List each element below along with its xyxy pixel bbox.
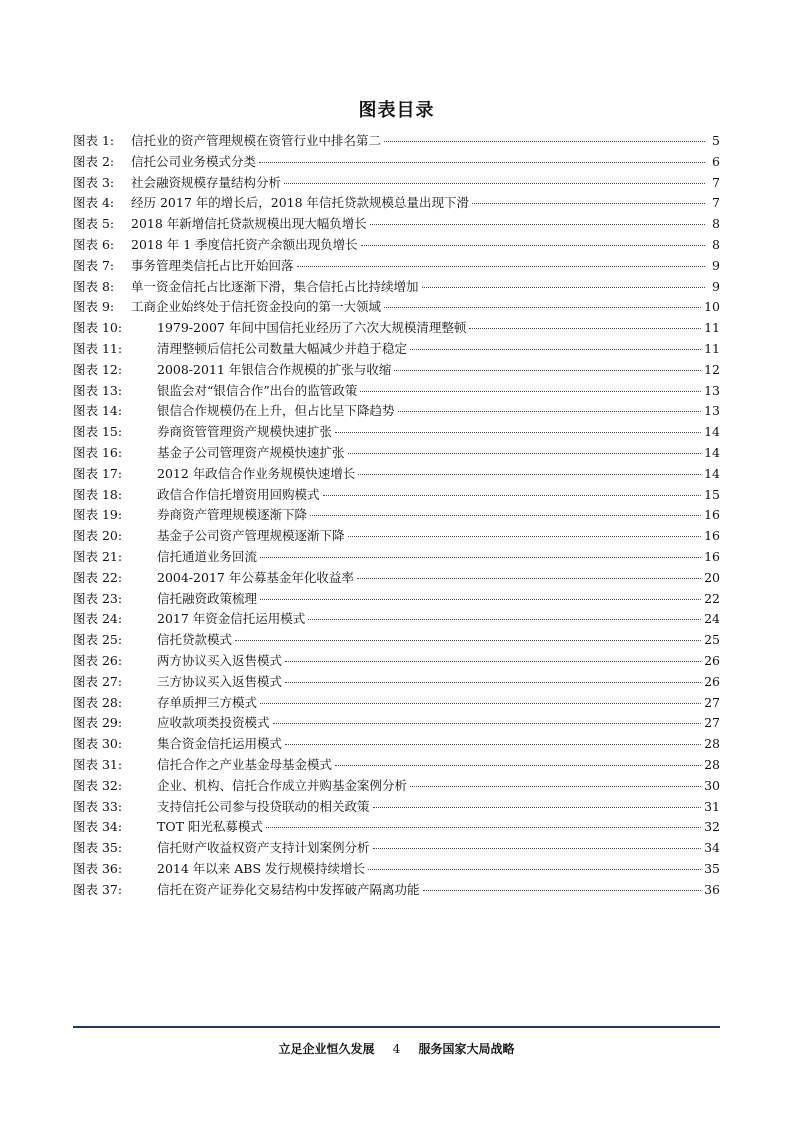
toc-entry-title: 信托在资产证券化交易结构中发挥破产隔离功能 <box>157 881 420 897</box>
toc-leader-dots <box>373 807 702 808</box>
toc-entry-label: 图表 36: <box>73 860 123 876</box>
toc-entry[interactable] <box>73 360 720 381</box>
toc-entry[interactable] <box>73 755 720 776</box>
toc-entry-label: 图表 2: <box>73 153 115 169</box>
toc-entry-page: 9 <box>712 257 720 273</box>
toc-entry-title: 信托融资政策梳理 <box>157 590 258 606</box>
toc-entry[interactable] <box>73 193 720 214</box>
toc-entry-page: 27 <box>704 694 720 710</box>
toc-entry-label: 图表 23: <box>73 590 123 606</box>
toc-entry-page: 24 <box>704 611 720 627</box>
toc-leader-dots <box>348 453 702 454</box>
toc-entry-page: 35 <box>704 860 720 876</box>
toc-leader-dots <box>370 224 705 225</box>
table-of-figures <box>73 131 720 900</box>
toc-entry-label: 图表 18: <box>73 486 123 502</box>
toc-entry-title: 应收款项类投资模式 <box>157 715 270 731</box>
toc-entry-label: 图表 1: <box>73 133 115 148</box>
toc-leader-dots <box>384 307 701 308</box>
toc-entry-title: 信托公司业务模式分类 <box>131 153 257 169</box>
toc-entry-page: 34 <box>704 840 720 856</box>
toc-entry-title: 1979-2007 年间中国信托业经历了六次大规模清理整顿 <box>157 320 467 336</box>
toc-leader-dots <box>310 515 701 516</box>
page-title: 图表目录 <box>358 100 435 121</box>
toc-leader-dots <box>323 495 702 496</box>
toc-entry-label: 图表 11: <box>73 340 123 356</box>
toc-entry-title: 基金子公司资产管理规模逐渐下降 <box>157 528 345 544</box>
toc-leader-dots <box>394 370 701 371</box>
toc-entry-title: 银监会对“银信合作”出台的监管政策 <box>157 382 358 398</box>
toc-entry-page: 14 <box>704 444 720 460</box>
toc-entry-label: 图表 20: <box>73 528 123 544</box>
footer-left-slogan: 立足企业恒久发展 <box>278 1042 375 1056</box>
toc-entry-page: 28 <box>704 736 720 752</box>
toc-entry-label: 图表 26: <box>73 652 123 668</box>
toc-entry[interactable] <box>73 485 720 506</box>
toc-entry-title: 信托合作之产业基金母基金模式 <box>157 756 333 772</box>
toc-entry-title: 银信合作规模仍在上升，但占比呈下降趋势 <box>157 403 395 419</box>
toc-entry-title: TOT 阳光私募模式 <box>157 819 263 835</box>
toc-entry[interactable] <box>73 401 720 422</box>
toc-entry[interactable] <box>73 713 720 734</box>
toc-leader-dots <box>260 599 701 600</box>
toc-entry[interactable] <box>73 817 720 838</box>
footer-right-slogan: 服务国家大局战略 <box>418 1042 515 1056</box>
toc-entry-label: 图表 29: <box>73 715 123 731</box>
toc-leader-dots <box>308 619 701 620</box>
toc-entry-page: 8 <box>712 236 720 252</box>
toc-entry-title: 信托贷款模式 <box>157 632 233 648</box>
toc-leader-dots <box>358 474 701 475</box>
toc-entry-label: 图表 8: <box>73 278 115 294</box>
toc-entry[interactable] <box>73 214 720 235</box>
toc-entry[interactable] <box>73 547 720 568</box>
toc-entry[interactable] <box>73 277 720 298</box>
toc-entry-title: 两方协议买入返售模式 <box>157 652 283 668</box>
toc-entry-label: 图表 35: <box>73 840 123 856</box>
toc-entry[interactable] <box>73 630 720 651</box>
toc-entry-title: 支持信托公司参与投贷联动的相关政策 <box>157 798 370 814</box>
toc-entry-title: 2004-2017 年公募基金年化收益率 <box>157 569 354 585</box>
toc-entry-title: 2014 年以来 ABS 发行规模持续增长 <box>157 860 366 876</box>
toc-entry-label: 图表 28: <box>73 694 123 710</box>
toc-leader-dots <box>348 536 702 537</box>
toc-entry[interactable] <box>73 776 720 797</box>
toc-entry[interactable] <box>73 505 720 526</box>
toc-leader-dots <box>422 287 705 288</box>
toc-entry[interactable] <box>73 734 720 755</box>
toc-entry-label: 图表 14: <box>73 403 123 419</box>
toc-entry-label: 图表 4: <box>73 195 115 211</box>
page-footer <box>0 1040 793 1057</box>
toc-entry-page: 26 <box>704 673 720 689</box>
toc-entry[interactable] <box>73 880 720 901</box>
toc-leader-dots <box>368 869 701 870</box>
toc-entry-label: 图表 32: <box>73 777 123 793</box>
toc-entry[interactable] <box>73 609 720 630</box>
toc-entry-label: 图表 31: <box>73 756 123 772</box>
toc-entry-label: 图表 19: <box>73 507 123 523</box>
toc-leader-dots <box>259 162 705 163</box>
toc-entry-page: 22 <box>704 590 720 606</box>
toc-entry-title: 存单质押三方模式 <box>157 694 258 710</box>
toc-leader-dots <box>260 557 701 558</box>
toc-entry-page: 9 <box>712 278 720 294</box>
toc-entry[interactable] <box>73 443 720 464</box>
toc-entry[interactable] <box>73 672 720 693</box>
toc-entry-title: 三方协议买入返售模式 <box>157 673 283 689</box>
toc-leader-dots <box>360 391 701 392</box>
toc-entry-label: 图表 3: <box>73 174 115 190</box>
toc-leader-dots <box>260 703 701 704</box>
toc-entry-label: 图表 34: <box>73 819 123 835</box>
toc-entry-page: 31 <box>704 798 720 814</box>
toc-entry-page: 25 <box>704 632 720 648</box>
toc-leader-dots <box>335 765 701 766</box>
toc-entry[interactable] <box>73 568 720 589</box>
toc-entry[interactable] <box>73 797 720 818</box>
toc-entry-page: 16 <box>704 507 720 523</box>
toc-entry-title: 信托通道业务回流 <box>157 548 258 564</box>
toc-entry[interactable] <box>73 318 720 339</box>
toc-entry[interactable] <box>73 589 720 610</box>
toc-entry-label: 图表 15: <box>73 424 123 440</box>
toc-entry-title: 2012 年政信合作业务规模快速增长 <box>157 465 356 481</box>
toc-entry-label: 图表 24: <box>73 611 123 627</box>
toc-entry-page: 8 <box>712 216 720 232</box>
toc-entry-page: 30 <box>704 777 720 793</box>
toc-leader-dots <box>285 661 701 662</box>
toc-entry-page: 7 <box>712 195 720 211</box>
toc-leader-dots <box>273 723 702 724</box>
toc-entry-page: 26 <box>704 652 720 668</box>
toc-entry-label: 图表 16: <box>73 444 123 460</box>
toc-leader-dots <box>472 203 705 204</box>
toc-entry-title: 社会融资规模存量结构分析 <box>131 174 282 190</box>
toc-entry-page: 12 <box>704 361 720 377</box>
toc-entry[interactable] <box>73 152 720 173</box>
toc-leader-dots <box>335 432 701 433</box>
toc-entry-page: 20 <box>704 569 720 585</box>
toc-entry-page: 27 <box>704 715 720 731</box>
toc-entry[interactable] <box>73 381 720 402</box>
toc-entry-label: 图表 17: <box>73 465 123 481</box>
toc-entry-title: 信托财产收益权资产支持计划案例分析 <box>157 840 370 856</box>
toc-entry-title: 工商企业始终处于信托资金投向的第一大领域 <box>131 299 382 315</box>
toc-leader-dots <box>357 578 701 579</box>
toc-entry-label: 图表 22: <box>73 569 123 585</box>
toc-entry[interactable] <box>73 173 720 194</box>
toc-entry-label: 图表 25: <box>73 632 123 648</box>
toc-leader-dots <box>285 744 701 745</box>
toc-entry-title: 2008-2011 年银信合作规模的扩张与收缩 <box>157 361 392 377</box>
toc-entry-label: 图表 12: <box>73 361 123 377</box>
toc-entry[interactable] <box>73 651 720 672</box>
toc-entry-page: 6 <box>712 153 720 169</box>
toc-entry-title: 单一资金信托占比逐渐下滑，集合信托占比持续增加 <box>131 278 419 294</box>
toc-entry-page: 13 <box>704 403 720 419</box>
toc-entry-label: 图表 7: <box>73 257 115 273</box>
toc-entry[interactable] <box>73 235 720 256</box>
toc-entry-title: 企业、机构、信托合作成立并购基金案例分析 <box>157 777 408 793</box>
toc-entry-page: 7 <box>712 174 720 190</box>
toc-entry[interactable] <box>73 693 720 714</box>
toc-leader-dots <box>266 827 701 828</box>
toc-entry-label: 图表 6: <box>73 236 115 252</box>
toc-entry-label: 图表 5: <box>73 216 115 232</box>
toc-entry-page: 28 <box>704 756 720 772</box>
toc-entry-title: 集合资金信托运用模式 <box>157 736 283 752</box>
toc-entry-label: 图表 33: <box>73 798 123 814</box>
toc-leader-dots <box>384 141 705 142</box>
toc-entry-page: 5 <box>712 133 720 148</box>
toc-entry-title: 信托业的资产管理规模在资管行业中排名第二 <box>131 133 382 148</box>
toc-entry-label: 图表 13: <box>73 382 123 398</box>
toc-entry-label: 图表 9: <box>73 299 115 315</box>
toc-entry[interactable] <box>73 131 720 152</box>
toc-entry-title: 2018 年新增信托贷款规模出现大幅负增长 <box>131 216 367 232</box>
toc-leader-dots <box>469 328 701 329</box>
toc-entry-page: 16 <box>704 528 720 544</box>
toc-entry-title: 券商资产管理规模逐渐下降 <box>157 507 308 523</box>
toc-leader-dots <box>398 411 702 412</box>
toc-entry-page: 13 <box>704 382 720 398</box>
toc-entry[interactable] <box>73 297 720 318</box>
toc-leader-dots <box>423 890 702 891</box>
toc-entry-title: 基金子公司管理资产规模快速扩张 <box>157 444 345 460</box>
toc-entry-title: 经历 2017 年的增长后，2018 年信托贷款规模总量出现下滑 <box>131 195 470 211</box>
toc-entry-label: 图表 27: <box>73 673 123 689</box>
toc-entry-label: 图表 10: <box>73 320 123 336</box>
toc-leader-dots <box>285 682 701 683</box>
toc-entry-page: 11 <box>704 320 720 336</box>
toc-entry-title: 政信合作信托增资用回购模式 <box>157 486 320 502</box>
toc-entry-page: 11 <box>704 340 720 356</box>
toc-entry-label: 图表 21: <box>73 548 123 564</box>
toc-entry-label: 图表 30: <box>73 736 123 752</box>
toc-entry[interactable] <box>73 464 720 485</box>
toc-entry[interactable] <box>73 422 720 443</box>
toc-entry-page: 32 <box>704 819 720 835</box>
toc-leader-dots <box>297 266 705 267</box>
toc-leader-dots <box>284 183 705 184</box>
toc-entry-page: 36 <box>704 881 720 897</box>
toc-leader-dots <box>235 640 701 641</box>
toc-entry[interactable] <box>73 859 720 880</box>
toc-entry-page: 15 <box>704 486 720 502</box>
toc-entry[interactable] <box>73 838 720 859</box>
toc-entry-title: 券商资管管理资产规模快速扩张 <box>157 424 333 440</box>
toc-entry-page: 14 <box>704 465 720 481</box>
toc-entry[interactable] <box>73 339 720 360</box>
toc-entry-page: 14 <box>704 424 720 440</box>
toc-entry-page: 16 <box>704 548 720 564</box>
footer-divider <box>73 1026 720 1028</box>
toc-leader-dots <box>410 786 701 787</box>
toc-entry[interactable] <box>73 256 720 277</box>
toc-entry-title: 2017 年资金信托运用模式 <box>157 611 306 627</box>
toc-entry-title: 事务管理类信托占比开始回落 <box>131 257 294 273</box>
toc-leader-dots <box>373 848 702 849</box>
toc-entry-title: 清理整顿后信托公司数量大幅减少并趋于稳定 <box>157 340 408 356</box>
toc-leader-dots <box>410 349 701 350</box>
footer-page-number: 4 <box>392 1042 401 1056</box>
toc-leader-dots <box>361 245 705 246</box>
toc-entry-page: 10 <box>704 299 720 315</box>
toc-entry-label: 图表 37: <box>73 881 123 897</box>
toc-entry-title: 2018 年 1 季度信托资产余额出现负增长 <box>131 236 358 252</box>
toc-entry[interactable] <box>73 526 720 547</box>
